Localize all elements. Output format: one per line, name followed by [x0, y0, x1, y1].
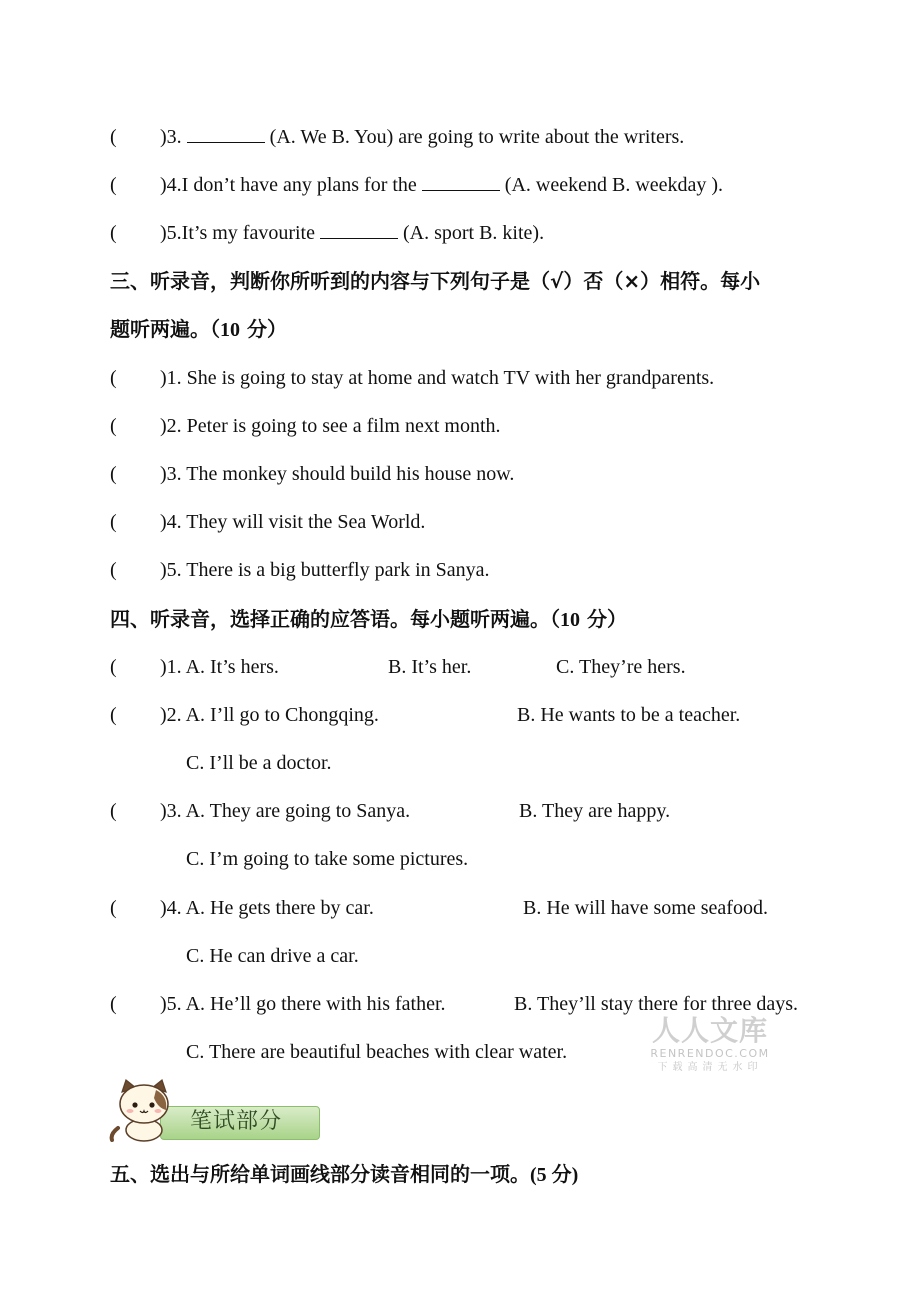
cat-mascot-icon — [108, 1078, 178, 1142]
watermark-url: RENRENDOC.COM — [650, 1047, 770, 1060]
question-text: 3. The monkey should build his house now. — [166, 463, 515, 485]
option-b: B. It’s her. — [388, 656, 472, 678]
banner-label: 笔试部分 — [190, 1109, 283, 1134]
answer-paren: ( — [110, 174, 117, 196]
fill-blank[interactable] — [422, 172, 500, 191]
question-number: )3. — [160, 126, 182, 148]
answer-paren: ( — [110, 656, 117, 678]
watermark-title: 人人文库 — [651, 1014, 768, 1047]
fill-blank[interactable] — [187, 124, 265, 143]
option-a: 4. A. He gets there by car. — [166, 897, 374, 919]
question-text: It’s my favourite — [181, 222, 320, 244]
question-options: (A. weekend B. weekday ). — [499, 174, 724, 196]
option-c: C. I’m going to take some pictures. — [186, 848, 469, 870]
section-5-heading: 五、选出与所给单词画线部分读音相同的一项。(5 分) — [110, 1162, 579, 1186]
option-c: C. I’ll be a doctor. — [186, 752, 332, 774]
fill-blank[interactable] — [320, 220, 398, 239]
answer-paren: ( — [110, 897, 117, 919]
question-text: 5. There is a big butterfly park in Sanya. — [166, 559, 490, 581]
answer-paren: ( — [110, 800, 117, 822]
question-options: (A. sport B. kite). — [397, 222, 545, 244]
answer-paren: ( — [110, 559, 117, 581]
option-c: C. He can drive a car. — [186, 945, 359, 967]
option-a: 2. A. I’ll go to Chongqing. — [166, 704, 379, 726]
answer-paren: ( — [110, 463, 117, 485]
watermark-subtitle: 下载高清无水印 — [657, 1062, 763, 1073]
section-4-heading: 四、听录音，选择正确的应答语。每小题听两遍。（10 分） — [110, 607, 627, 631]
option-b: B. They are happy. — [519, 800, 671, 822]
question-number: )5. — [160, 222, 182, 244]
answer-paren: ( — [110, 511, 117, 533]
option-c: C. There are beautiful beaches with clear water. — [186, 1041, 568, 1063]
question-text: 2. Peter is going to see a film next month. — [166, 415, 501, 437]
section-3-heading: 三、听录音，判断你所听到的内容与下列句子是（√）否（×）相符。每小 — [110, 269, 761, 293]
option-b: B. They’ll stay there for three days. — [514, 993, 798, 1015]
question-text: (A. We B. You) are going to write about the writers. — [264, 126, 685, 148]
answer-paren: ( — [110, 222, 117, 244]
answer-paren: ( — [110, 993, 117, 1015]
option-b: B. He wants to be a teacher. — [517, 704, 741, 726]
written-part-banner — [108, 1078, 320, 1142]
option-a: 1. A. It’s hers. — [166, 656, 279, 678]
option-c: C. They’re hers. — [556, 656, 686, 678]
question-text: 4. They will visit the Sea World. — [166, 511, 426, 533]
answer-paren: ( — [110, 126, 117, 148]
question-number: )4. — [160, 174, 182, 196]
answer-paren: ( — [110, 704, 117, 726]
question-text: 1. She is going to stay at home and watch TV with her grandparents. — [166, 367, 715, 389]
question-text: I don’t have any plans for the — [181, 174, 422, 196]
answer-paren: ( — [110, 415, 117, 437]
section-3-heading-cont: 题听两遍。（10 分） — [110, 317, 287, 341]
option-b: B. He will have some seafood. — [523, 897, 768, 919]
option-a: 3. A. They are going to Sanya. — [166, 800, 411, 822]
option-a: 5. A. He’ll go there with his father. — [166, 993, 446, 1015]
answer-paren: ( — [110, 367, 117, 389]
watermark — [645, 1015, 775, 1075]
